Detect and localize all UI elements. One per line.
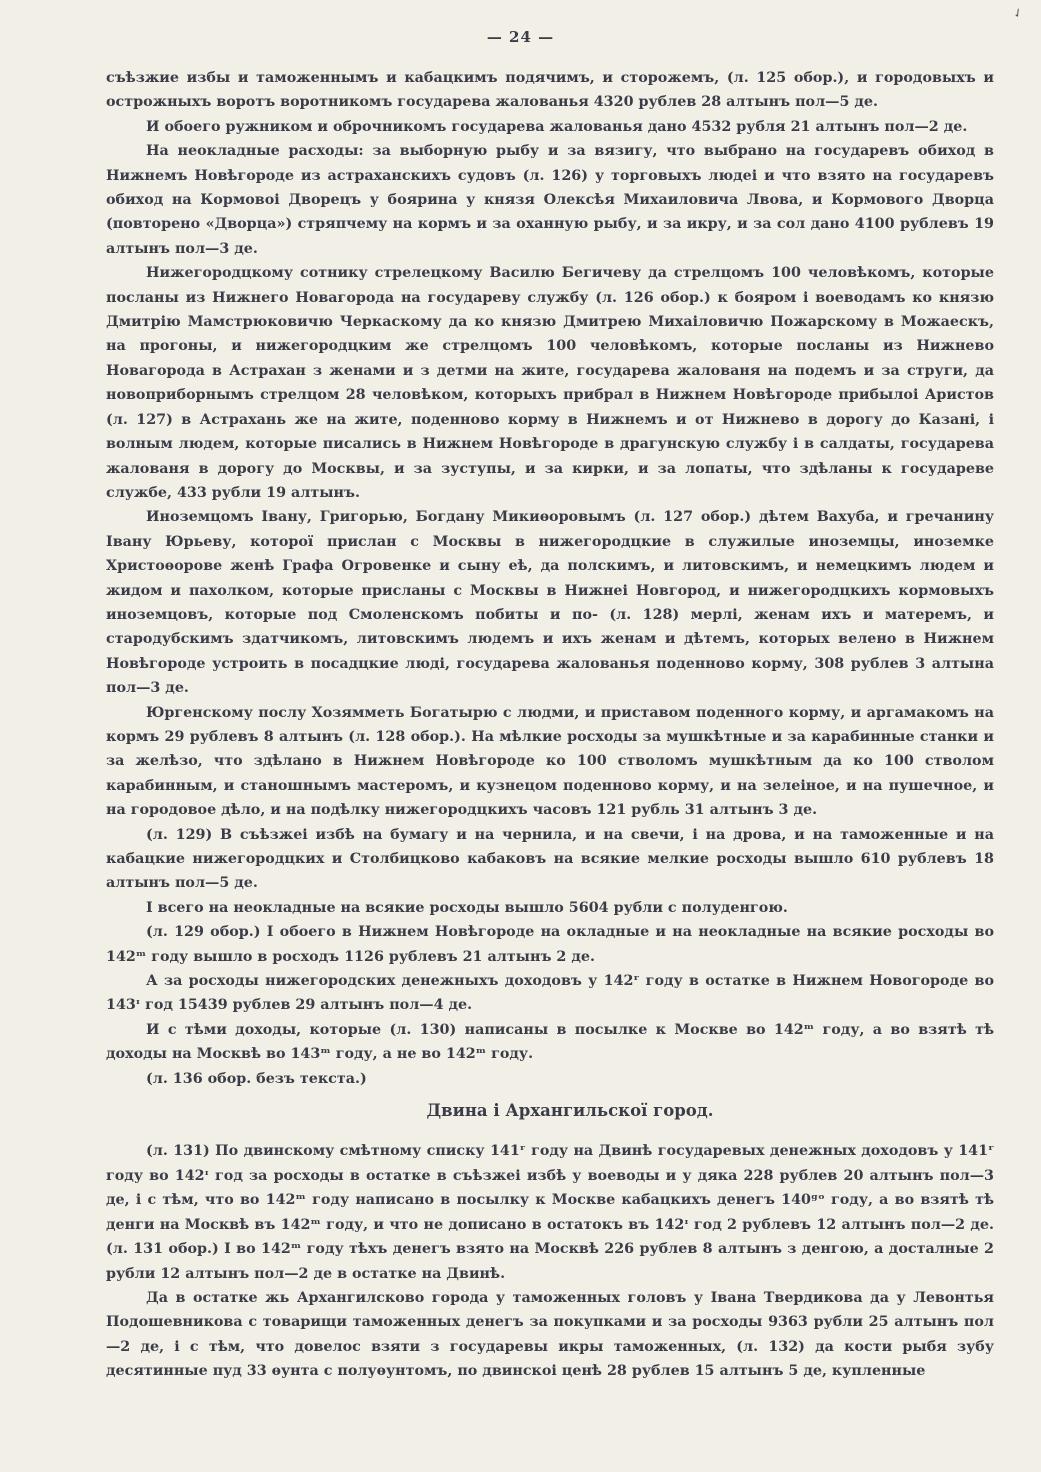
paragraph: Иноземцомъ Івану, Григорью, Богдану Микиѳоровымъ (л. 127 обор.) дѣтем Вахуба, и гречанину Івану Юрьеву, которої прислан с Москвы в нижегородцкие в служилые иноземцы, иноземке Христоѳорове женѣ Графа Огровенке и сыну еѣ, да полскимъ, и литовскимъ, и немецкимъ людем и жидом и пахолком, которые присланы с Москвы в Нижнеі Новгород, и нижегородцкихъ кормовыхъ иноземцовъ, которые под Смоленскомъ побиты и по- (л. 128) мерлі, женам ихъ и матеремъ, и стародубскимъ здатчикомъ, литовскимъ людемъ и ихъ женам и дѣтемъ, которых велено в Нижнем Новѣгороде устроить в посадцкие люді, государева жалованья поденново корму, 308 рублев 3 алтына пол—3 де. (106, 509, 994, 697)
paragraph: И обоего ружником и оброчникомъ государева жалованья дано 4532 рубля 21 алтынъ пол—2 де. (146, 118, 968, 135)
body-text (106, 66, 994, 1384)
paragraph: На неокладные расходы: за выборную рыбу и за вязигу, что выбрано на государевъ обиход в Нижнемъ Новѣгороде из астраханскихъ судовъ (л. 126) у торговыхъ людеі и что взято на государевъ обиход на Кормовоі Дворецъ у боярина у князя Олексѣя Михаиловича Лвова, и Кормового Дворца (повторено «Дворца») стряпчему на кормъ и за оханную рыбу, и за икру, и за сол дано 4100 рублевъ 19 алтынъ пол—3 де. (106, 143, 994, 257)
paragraph: И с тѣми доходы, которые (л. 130) написаны в посылке к Москве во 142ᵐ году, а во взятѣ тѣ доходы на Москвѣ во 143ᵐ году, а не во 142ᵐ году. (106, 1021, 994, 1063)
paragraph: І всего на неокладные на всякие росходы вышло 5604 рубли с полуденгою. (146, 899, 788, 916)
paragraph: (л. 129 обор.) І обоего в Нижнем Новѣгороде на окладные и на неокладные на всякие росходы во 142ᵐ году вышло в росходъ 1126 рублевъ 21 алтынъ 2 де. (106, 924, 994, 965)
pencil-mark: ✓ (1010, 4, 1026, 22)
paragraph: (л. 136 обор. безъ текста.) (146, 1070, 367, 1087)
paragraph: (л. 129) В съѣзжеі избѣ на бумагу и на чернила, и на свечи, і на дрова, и на таможенные и на кабацкие нижегородцких и Столбицково кабаковъ на всякие мелкие росходы вышло 610 рублевъ 18 алтынъ пол—5 де. (106, 826, 994, 892)
paragraph: Нижегородцкому сотнику стрелецкому Василю Бегичеву да стрелцомъ 100 человѣкомъ, которые посланы из Нижнего Новагорода на государеву службу (л. 126 обор.) к бояром і воеводамъ ко князю Дмитрію Мамстрюковичю Черкаскому да ко князю Дмитрею Михаіловичю Пожарскому в Можаескъ, на прогоны, и нижегородцким же стрелцомъ 100 человѣкомъ, которые посланы из Нижнево Новагорода в Астрахан з женами и з детми на жите, государева жалованя на подемъ и за струги, да новоприборнымъ стрелцом 28 человѣком, которыхъ прибрал в Нижнем Новѣгороде прибылоі Аристов (л. 127) в Астрахань же на жите, поденново корму в Нижнемъ и от Нижнево в дорогу до Казані, і волным людем, которые писались в Нижнем Новѣгороде в драгунскую службу і в салдаты, государева жалованя в дорогу до Москвы, и за зуступы, и за кирки, и за лопаты, что здѣланы к государеве службе, 433 рубли 19 алтынъ. (106, 265, 994, 501)
paragraph: съѣзжие избы и таможеннымъ и кабацкимъ подячимъ, и сторожемъ, (л. 125 обор.), и городовыхъ и острожныхъ воротъ воротникомъ государева жалованья 4320 рублев 28 алтынъ пол—5 де. (106, 70, 994, 111)
paragraph: А за росходы нижегородских денежныхъ доходовъ у 142ʳ году в остатке в Нижнем Новогороде во 143ᶦ год 15439 рублев 29 алтынъ пол—4 де. (106, 973, 994, 1014)
paragraph: Да в остатке жь Архангилсково города у таможенных головъ у Івана Твердикова да у Левонтья Подошевникова с товарищи таможенных денегъ за покупками и за росходы 9363 рубли 25 алтынъ пол—2 де, і с тѣм, что довелос взяти з государевы икры таможенных, (л. 132) да кости рыбя зубу десятинные пуд 33 ѳунта с полуѳунтомъ, по двинскоі ценѣ 28 рублев 15 алтынъ 5 де, купленные (106, 1289, 994, 1380)
paragraph: (л. 131) По двинскому смѣтному списку 141ʳ году на Двинѣ государевых денежных доходовъ у 141ʳ году во 142ᶦ год за росходы в остатке в съѣзжеі избѣ у воеводы и у дяка 228 рублев 20 алтынъ пол—3 де, і с тѣм, что во 142ᵐ году написано в посылку к Москве кабацкихъ денегъ 140ᵍᵒ году, а во взятѣ тѣ денги на Москвѣ въ 142ᵐ году, и что не дописано в остатокъ въ 142ᶦ год 2 рублевъ 12 алтынъ пол—2 де. (л. 131 обор.) І во 142ᵐ году тѣхъ денегъ взято на Москвѣ 226 рублев 8 алтынъ з денгою, а досталные 2 рубли 12 алтынъ пол—2 де в остатке на Двинѣ. (106, 1143, 994, 1282)
section-heading: Двина і Архангильскої город. (426, 1101, 714, 1121)
page-number: — 24 — (486, 28, 555, 46)
paragraph: Юргенскому послу Хозямметь Богатырю с людми, и приставом поденного корму, и аргамакомъ на кормъ 29 рублевъ 8 алтынъ (л. 128 обор.). На мѣлкие росходы за мушкѣтные и за карабинные станки и за желѣзо, что здѣлано в Нижнем Новѣгороде ко 100 стволомъ мушкѣтным да ко 100 стволом карабинным, и станошнымъ мастеромъ, и кузнецом поденново корму, и на зелеіное, и на пушечное, и на городовое дѣло, и на подѣлку нижегородцкихъ часовъ 121 рубль 31 алтынъ 3 де. (106, 704, 994, 819)
